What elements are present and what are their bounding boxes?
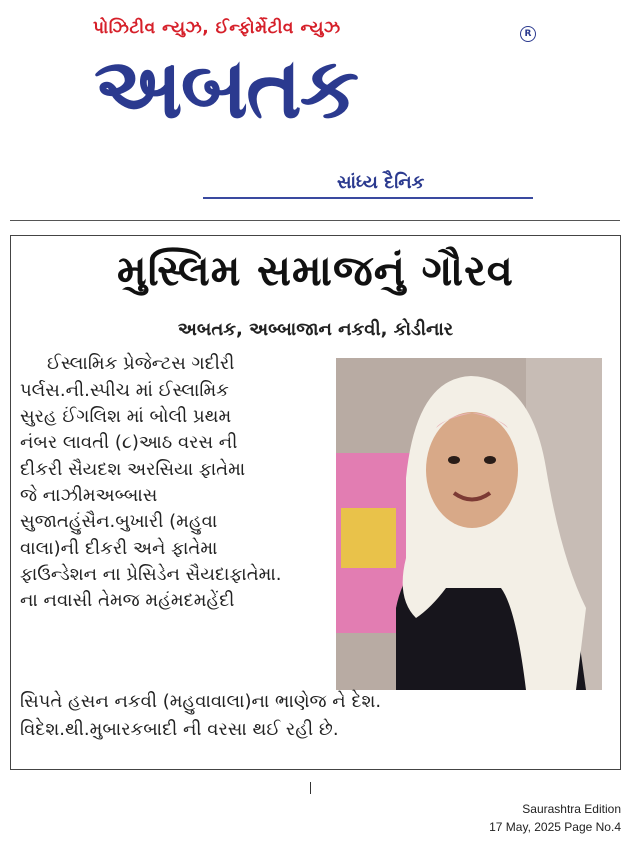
masthead-tagline: પોઝિટીવ ન્યુઝ, ઈન્ફોર્મેટીવ ન્યુઝ [93,18,341,38]
article-body-line: ઈસ્લામિક પ્રેજેન્ટસ ગદીરી [47,353,235,374]
article-photo [336,358,602,690]
footer-mark [310,782,311,794]
article-body-line: પર્લસ.ની.સ્પીચ માં ઈસ્લામિક [20,380,229,401]
article-body-line: નંબર લાવતી (૮)આઠ વરસ ની [20,432,238,453]
article-body-line: સિપતે હસન નકવી (મહુવાવાલા)ના ભાણેજ ને દેશ. [20,691,382,712]
article-body-line: જે નાઝીમઅબ્બાસ [20,485,158,506]
article-byline: અબતક, અબ્બાજાન નકવી, કોડીનાર [177,319,454,340]
article-body-line: વિદેશ.થી.મુબારકબાદી ની વરસા થઈ રહી છે. [20,719,339,740]
newspaper-logo: અબતક [94,39,358,137]
article-body-line: સુરહ ઈંગલિશ માં બોલી પ્રથમ [20,406,232,427]
article-body-line: વાલા)ની દીકરી અને ફાતેમા [20,538,218,559]
page-divider [10,220,620,221]
registered-mark: R [520,26,536,42]
article-body-line: સુજાતહુંસૈન.બુખારી (મહુવા [20,511,218,532]
edition-label: Saurashtra Edition [522,802,621,816]
article-body-line: ફાઉન્ડેશન ના પ્રેસિડેન સૈયદાફાતેમા. [20,564,282,585]
date-page-label: 17 May, 2025 Page No.4 [489,820,621,834]
masthead-underline [203,197,533,199]
article-headline: મુસ્લિમ સમાજનું ગૌરવ [117,246,514,295]
masthead [0,0,631,215]
article-body-line: ના નવાસી તેમજ મહંમદમહેંદી [20,590,235,611]
masthead-subline: સાંધ્ય દૈનિક [337,172,425,193]
article-body-line: દીકરી સૈયદશ અરસિયા ફાતેમા [20,459,246,480]
girl-portrait-image [336,358,602,690]
